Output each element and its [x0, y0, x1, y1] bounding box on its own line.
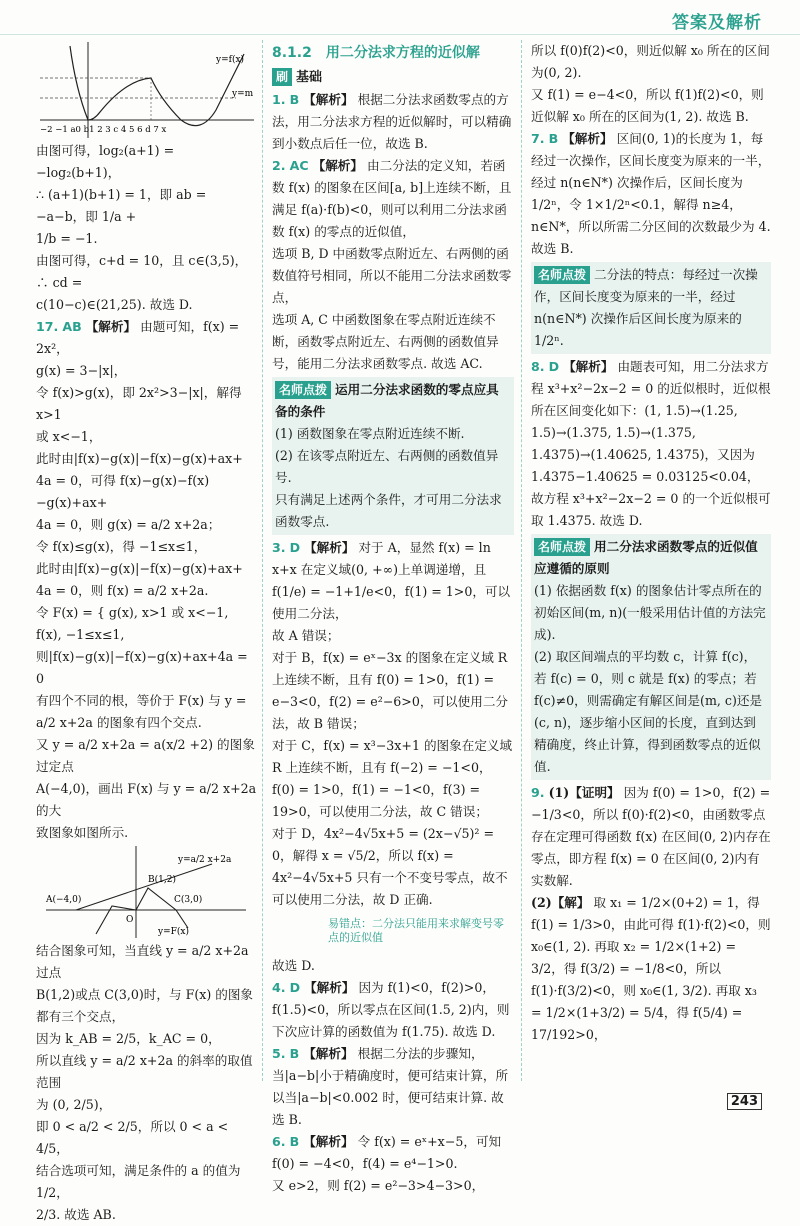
question-17 — [36, 316, 258, 1226]
text-line: 即 0 < a/2 < 2/5，所以 0 < a < 4/5， — [36, 1119, 229, 1156]
answer-text: 选项 B, D 中函数零点附近左、右两侧的函数值符号相同，所以不能用二分法求函数零点， — [272, 246, 512, 305]
column-divider — [521, 40, 522, 1081]
graph-point-B: B(1,2) — [148, 875, 176, 885]
header-rule — [0, 34, 800, 35]
text-line: 2/3. 故选 AB. — [36, 1207, 116, 1222]
answer-text: 又 e>2，则 f(2) = e²−3>4−3>0， — [272, 1178, 485, 1193]
graph-Fx-label: y=F(x) — [158, 927, 189, 937]
text-line: 令 F(x) = { g(x), x>1 或 x<−1, — [36, 605, 229, 620]
text-line: 有四个不同的根，等价于 F(x) 与 y = — [36, 693, 247, 708]
answer-text: 取 x₁ = 1/2×(0+2) = 1，得 f(1) = 1/3>0，由此可得 f(1)·f(2)<0，则 x₀∈(1, 2). 再取 x₂ = 1/2×(1+2) = 3/2，得 f(3/2) = −1/8<0，所以 f(1)·f(3/2)<0，则 x₀∈(1, 3/2). 再取 x₃ = 1/2×(1+3/2) = 5/4，得 f(5/4) = 17/192>0， — [531, 895, 771, 1042]
answer-label: B — [548, 131, 559, 146]
analysis-tag: 【解析】 — [312, 158, 363, 173]
analysis-tag: 【解析】 — [304, 980, 355, 995]
tip-line: (2) 在该零点附近左、右两侧的函数值异号. — [275, 448, 499, 485]
answer-label: D — [289, 980, 301, 995]
answer-text: 由二分法的定义知，若函数 f(x) 的图象在区间[a, b]上连续不断，且满足 f(a)·f(b)<0，则可以利用二分法求函数 f(x) 的零点的近似值， — [272, 158, 512, 239]
text-line: 此时由|f(x)−g(x)|−f(x)−g(x)+ax+ — [36, 451, 243, 466]
answer-text: 由题表可知，用二分法求方程 x³+x²−2x−2 = 0 的近似根时，近似根所在区间变化如下：(1, 1.5)→(1.25, 1.5)→(1.375, 1.5)→(1.375, 1.4375)→(1.40625, 1.4375)，又因为 1.4375−1.40625 = 0.03125<0.04，故方程 x³+x²−2x−2 = 0 的一个近似根可取 1.4375. 故选 D. — [531, 359, 771, 528]
text-line: 令 f(x)>g(x)，即 2x²>3−|x|，解得 x>1 — [36, 385, 242, 422]
answer-text: 故 A 错误； — [272, 628, 340, 643]
question-number: 3. — [272, 540, 286, 555]
tip-line: (1) 依据函数 f(x) 的图象估计零点所在的初始区间(m, n)(一般采用估计值的方法完成). — [534, 583, 766, 642]
question-number: 17. — [36, 319, 59, 334]
answer-text: 对于 A，显然 f(x) = ln x+x 在定义域(0, +∞)上单调递增，且 f(1/e) = −1+1/e<0，f(1) = 1>0，可以使用二分法， — [272, 540, 511, 621]
text-line: 则|f(x)−g(x)|−f(x)−g(x)+ax+4a = 0 — [36, 649, 248, 686]
graph-point-C: C(3,0) — [174, 895, 203, 905]
answer-label: D — [548, 359, 560, 374]
graph-origin: O — [126, 915, 134, 925]
tip-line: (1) 函数图象在零点附近连续不断. — [275, 426, 465, 441]
answer-text: 根据二分法求函数零点的方法，用二分法求方程的近似解时，可以精确到小数点后任一位，故选 B. — [272, 92, 512, 151]
text-line: ∴ (a+1)(b+1) = 1，即 ab = −a−b，即 1/a + — [36, 187, 207, 224]
column-right — [531, 40, 771, 1046]
mistake-note: 易错点：二分法只能用来求解变号零点的近似值 — [328, 917, 504, 944]
text-line: 由题可知，f(x) = 2x²， — [36, 319, 240, 356]
tip-title: 用二分法求函数零点的近似值应遵循的原则 — [534, 539, 758, 576]
text-line: 1/b = −1. — [36, 231, 98, 246]
basic-badge: 刷 — [272, 68, 292, 86]
answer-item — [272, 89, 514, 155]
question-number: 2. — [272, 158, 286, 173]
tip-line: 只有满足上述两个条件，才可用二分法求函数零点. — [275, 492, 502, 529]
answer-label: B — [289, 1046, 300, 1061]
answer-label: B — [289, 92, 300, 107]
proof-tag: (1)【证明】 — [548, 785, 620, 800]
text-line: 此时由|f(x)−g(x)|−f(x)−g(x)+ax+ — [36, 561, 243, 576]
analysis-tag: 【解析】 — [563, 359, 614, 374]
text-line: f(x), −1≤x≤1, — [36, 627, 125, 642]
text-line: B(1,2)或点 C(3,0)时，与 F(x) 的图象 — [36, 987, 254, 1002]
graph-Fx — [36, 844, 258, 940]
text-line: 因为 k_AB = 2/5，k_AC = 0， — [36, 1031, 221, 1046]
graph-line-label: y=a/2 x+2a — [178, 855, 232, 865]
answer-label: D — [289, 540, 301, 555]
text-line: 又 f(1) = e−4<0，所以 f(1)f(2)<0，则近似解 x₀ 所在的区间为(1, 2). 故选 B. — [531, 87, 764, 124]
answer-text: 对于 C，f(x) = x³−3x+1 的图象在定义域 R 上连续不断，且有 f(−2) = −1<0，f(0) = 1>0，f(1) = −1<0，f(3) = 19>0，可以使用二分法，故 C 错误； — [272, 738, 513, 819]
answer-item — [531, 782, 771, 1046]
answer-item — [272, 1043, 514, 1131]
column-middle — [272, 40, 514, 1197]
text-line: 4a = 0，则 g(x) = a/2 x+2a； — [36, 517, 221, 532]
answer-text: 对于 B，f(x) = eˣ−3x 的图象在定义域 R 上连续不断，且有 f(0) = 1>0，f(1) = e−3<0，f(2) = e²−6>0，可以使用二分法，故 B 错误； — [272, 650, 509, 731]
text-line: 结合图象可知，当直线 y = a/2 x+2a 过点 — [36, 943, 249, 980]
answer-text: 故选 D. — [272, 958, 315, 973]
answer-text: 因为 f(1)<0，f(2)>0，f(1.5)<0，所以零点在区间(1.5, 2)内，则下次应计算的函数值为 f(1.75). 故选 D. — [272, 980, 510, 1039]
answer-item — [272, 537, 514, 911]
question-number: 5. — [272, 1046, 286, 1061]
answer-text: 令 f(x) = eˣ+x−5，可知 f(0) = −4<0，f(4) = e⁴−1>0. — [272, 1134, 502, 1171]
analysis-tag: 【解析】 — [303, 1134, 354, 1149]
text-line: c(10−c)∈(21,25). 故选 D. — [36, 297, 193, 312]
header-title: 答案及解析 — [672, 13, 762, 33]
text-line: 由图可得，log₂(a+1) = −log₂(b+1)， — [36, 143, 175, 180]
tip-box — [531, 534, 771, 780]
text-line: 所以直线 y = a/2 x+2a 的斜率的取值范围 — [36, 1053, 253, 1090]
answer-text: 选项 A, C 中函数图象在零点附近连续不断，函数零点附近左、右两侧的函数值异号，能用二分法求函数零点. 故选 AC. — [272, 312, 499, 371]
question-number: 4. — [272, 980, 286, 995]
solution-tag: (2)【解】 — [531, 895, 590, 910]
tip-badge: 名师点拨 — [534, 266, 590, 284]
column-divider — [262, 40, 263, 1081]
answer-item — [531, 356, 771, 532]
text-line: a/2 x+2a 的图象有四个交点. — [36, 715, 202, 730]
answer-text: 根据二分法的步骤知，当|a−b|小于精确度时，便可结束计算，所以当|a−b|<0.002 时，便可结束计算. 故选 B. — [272, 1046, 509, 1127]
section-title: 8.1.2 用二分法求方程的近似解 — [272, 45, 480, 61]
answer-text: 区间(0, 1)的长度为 1，每经过一次操作，区间长度变为原来的一半，经过 n(n∈N*) 次操作后，区间长度为 1/2ⁿ，令 1×1/2ⁿ<0.1，解得 n≥4，n∈N*，所以所需二分区间的次数最少为 4. 故选 B. — [531, 131, 771, 256]
text-line: 所以 f(0)f(2)<0，则近似解 x₀ 所在的区间为(0, 2). — [531, 43, 770, 80]
text-line: 4a = 0，则 f(x) = a/2 x+2a. — [36, 583, 209, 598]
tip-box — [272, 377, 514, 535]
tip-badge: 名师点拨 — [275, 381, 331, 399]
question-number: 7. — [531, 131, 545, 146]
tip-title: 运用二分法求函数的零点应具备的条件 — [275, 382, 499, 419]
basic-label: 基础 — [296, 70, 323, 85]
text-line: 为 (0, 2/5)， — [36, 1097, 112, 1112]
text-line: 都有三个交点， — [36, 1009, 125, 1024]
answer-text: 因为 f(0) = 1>0，f(2) = −1/3<0，所以 f(0)·f(2)<0，由函数零点存在定理可得函数 f(x) 在区间(0, 2)内存在零点，即方程 f(x) = 0 在区间(0, 2)内有实数解. — [531, 785, 771, 888]
text-line: 4a = 0，可得 f(x)−g(x)−f(x)−g(x)+ax+ — [36, 473, 210, 510]
analysis-tag: 【解析】 — [303, 1046, 354, 1061]
column-left — [36, 40, 258, 1226]
answer-label: AB — [62, 319, 82, 334]
text-line: 又 y = a/2 x+2a = a(x/2 +2) 的图象过定点 — [36, 737, 255, 774]
text-line: g(x) = 3−|x|， — [36, 363, 127, 378]
text-line: 结合选项可知，满足条件的 a 的值为 1/2， — [36, 1163, 241, 1200]
tip-line: 二分法的特点：每经过一次操作，区间长度变为原来的一半，经过 n(n∈N*) 次操作后区间长度为原来的 1/2ⁿ. — [534, 267, 758, 348]
tip-line: (2) 取区间端点的平均数 c，计算 f(c)，若 f(c) = 0，则 c 就是 f(x) 的零点；若 f(c)≠0，则需确定有解区间是(m, c)还是(c, n)，逐步缩小区间的长度，直到达到精确度，终止计算，得到函数零点的近似值. — [534, 649, 763, 774]
question-number: 9. — [531, 785, 545, 800]
col1-text — [36, 140, 258, 316]
text-line: 或 x<−1， — [36, 429, 102, 444]
analysis-tag: 【解析】 — [303, 92, 354, 107]
analysis-tag: 【解析】 — [562, 131, 613, 146]
graph-fx-label: y=f(x) — [216, 55, 245, 65]
text-line: A(−4,0)，画出 F(x) 与 y = a/2 x+2a 的大 — [36, 781, 257, 818]
text-line: 致图象如图所示. — [36, 825, 129, 840]
graph-fx — [36, 40, 258, 140]
answer-item — [531, 128, 771, 260]
answer-item — [272, 155, 514, 375]
page-number: 243 — [727, 1093, 762, 1110]
question-number: 1. — [272, 92, 286, 107]
answer-label: AC — [289, 158, 309, 173]
question-number: 6. — [272, 1134, 286, 1149]
tip-badge: 名师点拨 — [534, 538, 590, 556]
answer-item — [272, 977, 514, 1043]
tip-box — [531, 262, 771, 354]
text-line: 由图可得，c+d = 10，且 c∈(3,5)，∴ cd = — [36, 253, 248, 290]
graph-ticks: −2 −1 a0 b1 2 3 c 4 5 6 d 7 x — [40, 125, 167, 135]
analysis-tag: 【解析】 — [85, 319, 137, 334]
text-line: 令 f(x)≤g(x)，得 −1≤x≤1， — [36, 539, 207, 554]
question-number: 8. — [531, 359, 545, 374]
graph-point-A: A(−4,0) — [46, 895, 82, 905]
graph-ym-label: y=m — [232, 89, 254, 99]
answer-label: B — [289, 1134, 300, 1149]
answer-text: 对于 D，4x²−4√5x+5 = (2x−√5)² = 0，解得 x = √5/2，所以 f(x) = 4x²−4√5x+5 只有一个不变号零点，故不可以使用二分法，故 D 正确. — [272, 826, 508, 907]
analysis-tag: 【解析】 — [304, 540, 355, 555]
